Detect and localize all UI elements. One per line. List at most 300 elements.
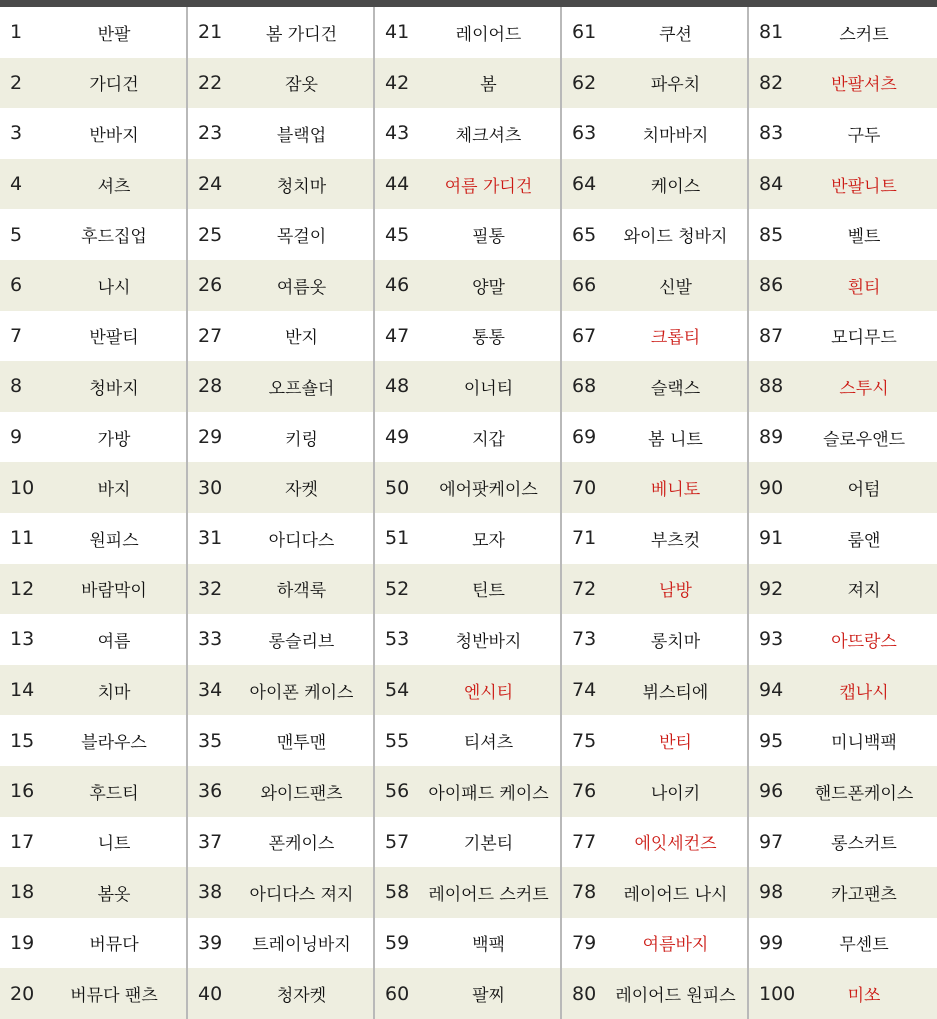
rank-number: 85 bbox=[759, 223, 784, 246]
keyword-term[interactable]: 바지 bbox=[97, 480, 131, 501]
ranking-row bbox=[562, 665, 747, 716]
ranking-row bbox=[0, 412, 186, 463]
ranking-row bbox=[188, 817, 373, 868]
rank-number: 9 bbox=[10, 426, 23, 449]
rank-number: 83 bbox=[759, 122, 784, 145]
rank-number: 98 bbox=[759, 881, 784, 904]
ranking-row bbox=[375, 7, 560, 58]
ranking-row bbox=[562, 58, 747, 109]
rank-number: 96 bbox=[759, 780, 784, 803]
keyword-term[interactable]: 티셔츠 bbox=[463, 733, 514, 754]
keyword-term[interactable]: 스커트 bbox=[839, 24, 889, 45]
ranking-row bbox=[0, 361, 186, 412]
keyword-term[interactable]: 원피스 bbox=[89, 530, 139, 551]
keyword-term[interactable]: 트레이닝바지 bbox=[252, 935, 351, 956]
ranking-row bbox=[0, 817, 186, 868]
rank-number: 27 bbox=[198, 324, 223, 347]
ranking-row bbox=[562, 108, 747, 159]
rank-number: 16 bbox=[10, 780, 35, 803]
rank-number: 41 bbox=[385, 21, 410, 44]
rank-number: 6 bbox=[10, 274, 23, 297]
keyword-term[interactable]: 가방 bbox=[97, 429, 131, 450]
keyword-term[interactable]: 져지 bbox=[847, 581, 881, 602]
keyword-term[interactable]: 아디다스 져지 bbox=[249, 884, 354, 905]
keyword-term-highlighted[interactable]: 아뜨랑스 bbox=[831, 631, 897, 652]
ranking-row bbox=[0, 614, 186, 665]
rank-number: 67 bbox=[572, 324, 597, 347]
keyword-term[interactable]: 미니백팩 bbox=[831, 733, 897, 754]
ranking-row bbox=[188, 260, 373, 311]
ranking-row bbox=[188, 918, 373, 969]
ranking-row bbox=[188, 513, 373, 564]
rank-number: 42 bbox=[385, 71, 410, 94]
rank-number: 68 bbox=[572, 375, 597, 398]
ranking-row bbox=[188, 462, 373, 513]
ranking-row bbox=[562, 867, 747, 918]
ranking-row bbox=[749, 108, 937, 159]
keyword-term[interactable]: 뷔스티에 bbox=[642, 682, 709, 703]
ranking-row bbox=[562, 462, 747, 513]
keyword-term[interactable]: 레이어드 스커트 bbox=[428, 884, 549, 905]
ranking-row bbox=[749, 361, 937, 412]
rank-number: 76 bbox=[572, 780, 597, 803]
rank-number: 72 bbox=[572, 577, 597, 600]
top-bar bbox=[0, 0, 937, 7]
keyword-term[interactable]: 쿠션 bbox=[659, 24, 692, 45]
ranking-row bbox=[375, 867, 560, 918]
ranking-row bbox=[749, 968, 937, 1019]
keyword-term[interactable]: 여름 bbox=[97, 631, 131, 652]
rank-number: 57 bbox=[385, 830, 410, 853]
keyword-term[interactable]: 청바지 bbox=[89, 378, 139, 399]
rank-number: 90 bbox=[759, 476, 784, 499]
keyword-term[interactable]: 셔츠 bbox=[97, 176, 131, 197]
ranking-row bbox=[749, 715, 937, 766]
keyword-term[interactable]: 모디무드 bbox=[831, 328, 897, 349]
rank-number: 33 bbox=[198, 628, 223, 651]
rank-number: 10 bbox=[10, 476, 35, 499]
keyword-term-highlighted[interactable]: 크롭티 bbox=[650, 328, 701, 349]
rank-number: 12 bbox=[10, 577, 35, 600]
keyword-term[interactable]: 후드티 bbox=[89, 783, 139, 804]
ranking-row bbox=[375, 614, 560, 665]
keyword-term[interactable]: 에어팟케이스 bbox=[439, 480, 538, 501]
keyword-term[interactable]: 모자 bbox=[472, 530, 505, 551]
keyword-term[interactable]: 나시 bbox=[97, 277, 131, 298]
rank-number: 55 bbox=[385, 729, 410, 752]
rank-number: 36 bbox=[198, 780, 223, 803]
rank-number: 56 bbox=[385, 780, 410, 803]
rank-number: 23 bbox=[198, 122, 223, 145]
keyword-term-highlighted[interactable]: 여름 가디건 bbox=[444, 176, 533, 197]
rank-number: 65 bbox=[572, 223, 597, 246]
keyword-term[interactable]: 봄 니트 bbox=[648, 429, 703, 450]
ranking-row bbox=[0, 766, 186, 817]
keyword-term[interactable]: 슬랙스 bbox=[650, 378, 701, 399]
ranking-row bbox=[749, 918, 937, 969]
keyword-term[interactable]: 아이패드 케이스 bbox=[428, 783, 549, 804]
keyword-term-highlighted[interactable]: 스투시 bbox=[839, 378, 889, 399]
ranking-row bbox=[562, 968, 747, 1019]
keyword-term[interactable]: 자켓 bbox=[285, 480, 318, 501]
ranking-row bbox=[188, 715, 373, 766]
rank-number: 93 bbox=[759, 628, 784, 651]
ranking-row bbox=[375, 361, 560, 412]
keyword-term-highlighted[interactable]: 반티 bbox=[659, 733, 692, 754]
ranking-row bbox=[562, 7, 747, 58]
ranking-row bbox=[749, 766, 937, 817]
keyword-term[interactable]: 청자켓 bbox=[276, 986, 327, 1007]
ranking-row bbox=[188, 766, 373, 817]
keyword-term[interactable]: 부츠컷 bbox=[650, 530, 701, 551]
rank-number: 70 bbox=[572, 476, 597, 499]
rank-number: 29 bbox=[198, 426, 223, 449]
rank-number: 46 bbox=[385, 274, 410, 297]
ranking-row bbox=[562, 412, 747, 463]
keyword-term[interactable]: 무센트 bbox=[839, 935, 889, 956]
rank-number: 53 bbox=[385, 628, 410, 651]
keyword-term[interactable]: 필통 bbox=[472, 227, 505, 248]
ranking-row bbox=[375, 108, 560, 159]
rank-number: 66 bbox=[572, 274, 597, 297]
keyword-term[interactable]: 니트 bbox=[97, 834, 131, 855]
ranking-row bbox=[188, 614, 373, 665]
ranking-row bbox=[375, 817, 560, 868]
ranking-row bbox=[0, 968, 186, 1019]
keyword-term-highlighted[interactable]: 에잇세컨즈 bbox=[634, 834, 717, 855]
keyword-term[interactable]: 목걸이 bbox=[276, 227, 327, 248]
rank-number: 74 bbox=[572, 679, 597, 702]
ranking-row bbox=[375, 564, 560, 615]
ranking-row bbox=[0, 58, 186, 109]
rank-number: 88 bbox=[759, 375, 784, 398]
rank-number: 1 bbox=[10, 21, 23, 44]
rank-number: 99 bbox=[759, 931, 784, 954]
rank-number: 97 bbox=[759, 830, 784, 853]
rank-number: 17 bbox=[10, 830, 35, 853]
ranking-row bbox=[749, 412, 937, 463]
keyword-term[interactable]: 맨투맨 bbox=[276, 733, 327, 754]
keyword-term[interactable]: 아이폰 케이스 bbox=[249, 682, 354, 703]
ranking-row bbox=[188, 159, 373, 210]
rank-number: 64 bbox=[572, 173, 597, 196]
rank-number: 4 bbox=[10, 173, 23, 196]
rank-column-5 bbox=[747, 7, 937, 1019]
rank-number: 77 bbox=[572, 830, 597, 853]
rank-number: 91 bbox=[759, 527, 784, 550]
ranking-row bbox=[375, 665, 560, 716]
ranking-row bbox=[0, 918, 186, 969]
ranking-row bbox=[562, 260, 747, 311]
ranking-row bbox=[562, 311, 747, 362]
rank-number: 58 bbox=[385, 881, 410, 904]
rank-number: 71 bbox=[572, 527, 597, 550]
rank-number: 30 bbox=[198, 476, 223, 499]
ranking-row bbox=[375, 513, 560, 564]
ranking-row bbox=[562, 159, 747, 210]
keyword-term[interactable]: 반지 bbox=[285, 328, 318, 349]
keyword-term[interactable]: 청치마 bbox=[276, 176, 327, 197]
rank-number: 95 bbox=[759, 729, 784, 752]
rank-number: 34 bbox=[198, 679, 223, 702]
keyword-term[interactable]: 룸앤 bbox=[847, 530, 881, 551]
ranking-row bbox=[0, 260, 186, 311]
keyword-term-highlighted[interactable]: 남방 bbox=[659, 581, 692, 602]
ranking-row bbox=[749, 614, 937, 665]
keyword-term[interactable]: 잠옷 bbox=[285, 75, 318, 96]
ranking-row bbox=[375, 766, 560, 817]
ranking-row bbox=[375, 412, 560, 463]
rank-column-2 bbox=[186, 7, 373, 1019]
rank-number: 75 bbox=[572, 729, 597, 752]
keyword-term[interactable]: 케이스 bbox=[650, 176, 701, 197]
keyword-term[interactable]: 구두 bbox=[847, 125, 881, 146]
rank-number: 49 bbox=[385, 426, 410, 449]
rank-number: 44 bbox=[385, 173, 410, 196]
ranking-row bbox=[0, 159, 186, 210]
ranking-row bbox=[562, 918, 747, 969]
rank-number: 52 bbox=[385, 577, 410, 600]
rank-number: 86 bbox=[759, 274, 784, 297]
rank-number: 25 bbox=[198, 223, 223, 246]
rank-number: 39 bbox=[198, 931, 223, 954]
rank-number: 87 bbox=[759, 324, 784, 347]
keyword-term-highlighted[interactable]: 베니토 bbox=[650, 480, 701, 501]
rank-number: 31 bbox=[198, 527, 223, 550]
ranking-row bbox=[375, 311, 560, 362]
ranking-row bbox=[562, 715, 747, 766]
keyword-term[interactable]: 아디다스 bbox=[268, 530, 335, 551]
ranking-row bbox=[749, 462, 937, 513]
keyword-term[interactable]: 버뮤다 팬츠 bbox=[70, 986, 158, 1007]
rank-number: 60 bbox=[385, 982, 410, 1005]
keyword-term[interactable]: 반팔티 bbox=[89, 328, 139, 349]
ranking-row bbox=[749, 209, 937, 260]
keyword-term[interactable]: 폰케이스 bbox=[268, 834, 335, 855]
ranking-row bbox=[375, 209, 560, 260]
keyword-term[interactable]: 벨트 bbox=[847, 227, 881, 248]
ranking-row bbox=[0, 311, 186, 362]
ranking-row bbox=[375, 918, 560, 969]
keyword-term[interactable]: 나이키 bbox=[650, 783, 701, 804]
keyword-term[interactable]: 슬로우앤드 bbox=[822, 429, 906, 450]
rank-number: 18 bbox=[10, 881, 35, 904]
rank-number: 40 bbox=[198, 982, 223, 1005]
keyword-term[interactable]: 블랙업 bbox=[276, 125, 327, 146]
ranking-row bbox=[562, 817, 747, 868]
keyword-term[interactable]: 어텀 bbox=[847, 480, 881, 501]
keyword-term[interactable]: 오프숄더 bbox=[268, 378, 335, 399]
rank-column-1 bbox=[0, 7, 186, 1019]
keyword-ranking-grid bbox=[0, 7, 937, 1019]
keyword-term[interactable]: 치마바지 bbox=[642, 125, 709, 146]
ranking-row bbox=[375, 462, 560, 513]
ranking-row bbox=[0, 108, 186, 159]
ranking-row bbox=[188, 209, 373, 260]
ranking-row bbox=[188, 412, 373, 463]
ranking-row bbox=[562, 564, 747, 615]
keyword-term[interactable]: 레이어드 나시 bbox=[623, 884, 728, 905]
ranking-row bbox=[0, 867, 186, 918]
keyword-term[interactable]: 신발 bbox=[659, 277, 692, 298]
ranking-row bbox=[188, 564, 373, 615]
keyword-term-highlighted[interactable]: 반팔셔츠 bbox=[831, 75, 897, 96]
ranking-row bbox=[375, 260, 560, 311]
ranking-row bbox=[0, 665, 186, 716]
keyword-term[interactable]: 반바지 bbox=[89, 125, 139, 146]
keyword-term-highlighted[interactable]: 여름바지 bbox=[642, 935, 709, 956]
keyword-term[interactable]: 레이어드 원피스 bbox=[615, 986, 736, 1007]
rank-number: 24 bbox=[198, 173, 223, 196]
keyword-term[interactable]: 롱슬리브 bbox=[268, 631, 335, 652]
rank-number: 3 bbox=[10, 122, 23, 145]
rank-number: 32 bbox=[198, 577, 223, 600]
rank-number: 26 bbox=[198, 274, 223, 297]
ranking-row bbox=[375, 58, 560, 109]
rank-number: 50 bbox=[385, 476, 410, 499]
keyword-term[interactable]: 봄 가디건 bbox=[265, 24, 338, 45]
ranking-row bbox=[188, 58, 373, 109]
keyword-term-highlighted[interactable]: 캡나시 bbox=[839, 682, 889, 703]
ranking-row bbox=[749, 58, 937, 109]
ranking-row bbox=[749, 665, 937, 716]
ranking-row bbox=[188, 311, 373, 362]
rank-number: 19 bbox=[10, 931, 35, 954]
rank-number: 8 bbox=[10, 375, 23, 398]
rank-number: 80 bbox=[572, 982, 597, 1005]
ranking-row bbox=[749, 867, 937, 918]
keyword-term[interactable]: 양말 bbox=[472, 277, 505, 298]
keyword-term[interactable]: 여름옷 bbox=[276, 277, 327, 298]
keyword-term[interactable]: 봄옷 bbox=[97, 884, 131, 905]
keyword-term[interactable]: 체크셔츠 bbox=[455, 125, 522, 146]
rank-number: 35 bbox=[198, 729, 223, 752]
keyword-term[interactable]: 봄 bbox=[480, 75, 497, 96]
rank-number: 7 bbox=[10, 324, 23, 347]
keyword-term[interactable]: 블라우스 bbox=[81, 733, 147, 754]
ranking-row bbox=[562, 361, 747, 412]
keyword-term[interactable]: 통통 bbox=[472, 328, 505, 349]
keyword-term[interactable]: 파우치 bbox=[650, 75, 701, 96]
keyword-term[interactable]: 후드집업 bbox=[81, 227, 147, 248]
rank-number: 11 bbox=[10, 527, 35, 550]
rank-number: 89 bbox=[759, 426, 784, 449]
ranking-row bbox=[749, 513, 937, 564]
keyword-term[interactable]: 핸드폰케이스 bbox=[814, 783, 914, 804]
ranking-row bbox=[0, 209, 186, 260]
keyword-term[interactable]: 하객룩 bbox=[276, 581, 327, 602]
keyword-term[interactable]: 와이드 청바지 bbox=[623, 227, 728, 248]
rank-number: 62 bbox=[572, 71, 597, 94]
rank-number: 43 bbox=[385, 122, 410, 145]
rank-number: 61 bbox=[572, 21, 597, 44]
ranking-row bbox=[749, 817, 937, 868]
ranking-row bbox=[0, 462, 186, 513]
ranking-row bbox=[562, 766, 747, 817]
rank-number: 51 bbox=[385, 527, 410, 550]
keyword-term[interactable]: 키링 bbox=[285, 429, 318, 450]
ranking-row bbox=[188, 7, 373, 58]
rank-number: 82 bbox=[759, 71, 784, 94]
rank-number: 5 bbox=[10, 223, 23, 246]
ranking-row bbox=[375, 159, 560, 210]
keyword-term-highlighted[interactable]: 엔시티 bbox=[463, 682, 514, 703]
keyword-term[interactable]: 롱스커트 bbox=[831, 834, 897, 855]
rank-number: 15 bbox=[10, 729, 35, 752]
ranking-row bbox=[375, 968, 560, 1019]
ranking-row bbox=[188, 361, 373, 412]
ranking-row bbox=[0, 513, 186, 564]
ranking-row bbox=[562, 614, 747, 665]
keyword-term[interactable]: 레이어드 bbox=[455, 24, 522, 45]
rank-number: 48 bbox=[385, 375, 410, 398]
keyword-term-highlighted[interactable]: 미쏘 bbox=[847, 986, 881, 1007]
keyword-term[interactable]: 백팩 bbox=[472, 935, 505, 956]
keyword-term[interactable]: 치마 bbox=[97, 682, 131, 703]
rank-number: 81 bbox=[759, 21, 784, 44]
rank-number: 69 bbox=[572, 426, 597, 449]
rank-number: 73 bbox=[572, 628, 597, 651]
rank-number: 37 bbox=[198, 830, 223, 853]
ranking-row bbox=[749, 564, 937, 615]
rank-number: 20 bbox=[10, 982, 35, 1005]
ranking-row bbox=[188, 665, 373, 716]
rank-column-3 bbox=[373, 7, 560, 1019]
rank-number: 13 bbox=[10, 628, 35, 651]
ranking-row bbox=[375, 715, 560, 766]
keyword-term[interactable]: 카고팬츠 bbox=[831, 884, 897, 905]
keyword-term[interactable]: 바람막이 bbox=[81, 581, 147, 602]
rank-number: 63 bbox=[572, 122, 597, 145]
keyword-term[interactable]: 와이드팬츠 bbox=[260, 783, 343, 804]
keyword-term-highlighted[interactable]: 반팔니트 bbox=[831, 176, 897, 197]
ranking-row bbox=[749, 159, 937, 210]
rank-number: 47 bbox=[385, 324, 410, 347]
rank-column-4 bbox=[560, 7, 747, 1019]
keyword-term[interactable]: 기본티 bbox=[463, 834, 514, 855]
keyword-term[interactable]: 이너티 bbox=[463, 378, 514, 399]
ranking-row bbox=[188, 968, 373, 1019]
rank-number: 28 bbox=[198, 375, 223, 398]
keyword-term[interactable]: 반팔 bbox=[97, 24, 131, 45]
keyword-term[interactable]: 가디건 bbox=[89, 75, 139, 96]
ranking-row bbox=[562, 209, 747, 260]
rank-number: 21 bbox=[198, 21, 223, 44]
keyword-term[interactable]: 청반바지 bbox=[455, 631, 522, 652]
ranking-row bbox=[188, 867, 373, 918]
ranking-row bbox=[562, 513, 747, 564]
rank-number: 78 bbox=[572, 881, 597, 904]
rank-number: 2 bbox=[10, 71, 23, 94]
ranking-row bbox=[0, 715, 186, 766]
rank-number: 84 bbox=[759, 173, 784, 196]
keyword-term-highlighted[interactable]: 흰티 bbox=[847, 277, 881, 298]
rank-number: 79 bbox=[572, 931, 597, 954]
keyword-term[interactable]: 팔찌 bbox=[472, 986, 505, 1007]
rank-number: 94 bbox=[759, 679, 784, 702]
rank-number: 45 bbox=[385, 223, 410, 246]
keyword-term[interactable]: 버뮤다 bbox=[89, 935, 139, 956]
keyword-term[interactable]: 틴트 bbox=[472, 581, 505, 602]
ranking-row bbox=[0, 7, 186, 58]
keyword-term[interactable]: 지갑 bbox=[472, 429, 505, 450]
keyword-term[interactable]: 롱치마 bbox=[650, 631, 701, 652]
ranking-row bbox=[749, 260, 937, 311]
ranking-row bbox=[0, 564, 186, 615]
rank-number: 100 bbox=[759, 982, 796, 1005]
rank-number: 59 bbox=[385, 931, 410, 954]
rank-number: 54 bbox=[385, 679, 410, 702]
